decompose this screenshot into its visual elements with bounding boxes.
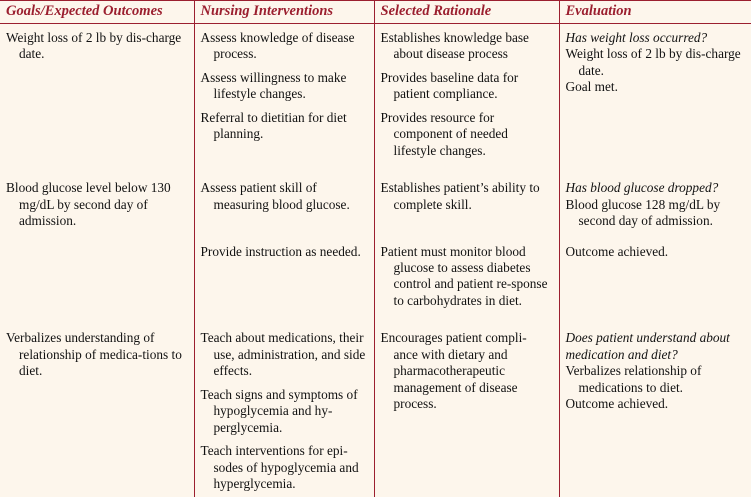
evaluation-item: Verbalizes relationship of medications to diet. — [565, 363, 702, 395]
intervention-item: Provide instruction as needed. — [200, 243, 361, 259]
column-header-interventions: Nursing Interventions — [194, 1, 374, 24]
rationale-item: Patient must monitor blood glucose to assess diabetes control and patient re-sponse to carbohydrates in diet. — [380, 243, 548, 308]
column-header-evaluation: Evaluation — [559, 1, 751, 24]
cell-interventions — [194, 244, 374, 314]
intervention-item: Assess willingness to make lifestyle changes. — [200, 69, 347, 102]
intervention-item: Teach about medications, their use, administration, and side effects. — [200, 330, 366, 379]
table-header-row — [0, 1, 751, 24]
table-row — [0, 244, 751, 314]
table-row — [0, 323, 751, 496]
column-header-rationale: Selected Rationale — [374, 1, 559, 24]
intervention-item: Teach interventions for epi-sodes of hypoglycemia and hyperglycemia. — [200, 443, 359, 492]
evaluation-item: Goal met. — [565, 79, 618, 95]
evaluation-question: Has blood glucose dropped? — [565, 180, 719, 196]
cell-rationale — [374, 323, 559, 496]
cell-goal — [0, 173, 194, 233]
cell-interventions — [194, 173, 374, 233]
evaluation-item: Outcome achieved. — [565, 243, 669, 259]
cell-evaluation — [559, 323, 751, 496]
cell-interventions — [194, 323, 374, 496]
rationale-item: Establishes knowledge base about disease process — [380, 29, 529, 62]
cell-evaluation — [559, 23, 751, 163]
cell-rationale — [374, 173, 559, 233]
goal-text: Weight loss of 2 lb by dis-charge date. — [6, 29, 182, 62]
cell-rationale — [374, 244, 559, 314]
intervention-item: Teach signs and symptoms of hypoglycemia and hy-perglycemia. — [200, 386, 358, 435]
table-row — [0, 173, 751, 233]
cell-goal — [0, 323, 194, 496]
rationale-item: Establishes patient’s ability to complete skill. — [380, 180, 540, 212]
goal-text: Verbalizes understanding of relationship of medica-tions to diet. — [6, 330, 182, 379]
table-row — [0, 23, 751, 163]
intervention-item: Assess patient skill of measuring blood glucose. — [200, 180, 350, 212]
cell-interventions — [194, 23, 374, 163]
cell-evaluation — [559, 244, 751, 314]
column-header-goals: Goals/Expected Outcomes — [0, 1, 194, 24]
evaluation-question: Has weight loss occurred? — [565, 29, 708, 45]
intervention-item: Referral to dietitian for diet planning. — [200, 109, 347, 142]
intervention-item: Assess knowledge of disease process. — [200, 29, 355, 62]
row-spacer — [0, 313, 751, 323]
evaluation-item: Outcome achieved. — [565, 396, 669, 412]
cell-rationale — [374, 23, 559, 163]
goal-text: Blood glucose level below 130 mg/dL by second day of admission. — [6, 180, 171, 229]
row-spacer — [0, 234, 751, 244]
row-spacer — [0, 163, 751, 173]
evaluation-item: Weight loss of 2 lb by dis-charge date. — [565, 46, 741, 78]
cell-goal — [0, 244, 194, 314]
cell-evaluation — [559, 173, 751, 233]
evaluation-item: Blood glucose 128 mg/dL by second day of admission. — [565, 196, 721, 229]
rationale-item: Encourages patient compli-ance with dietary and pharmacotherapeutic management of disease process. — [380, 330, 527, 412]
evaluation-question: Does patient understand about medication and diet? — [565, 330, 730, 362]
rationale-item: Provides resource for component of needed lifestyle changes. — [380, 109, 508, 158]
cell-goal — [0, 23, 194, 163]
rationale-item: Provides baseline data for patient compliance. — [380, 69, 519, 102]
